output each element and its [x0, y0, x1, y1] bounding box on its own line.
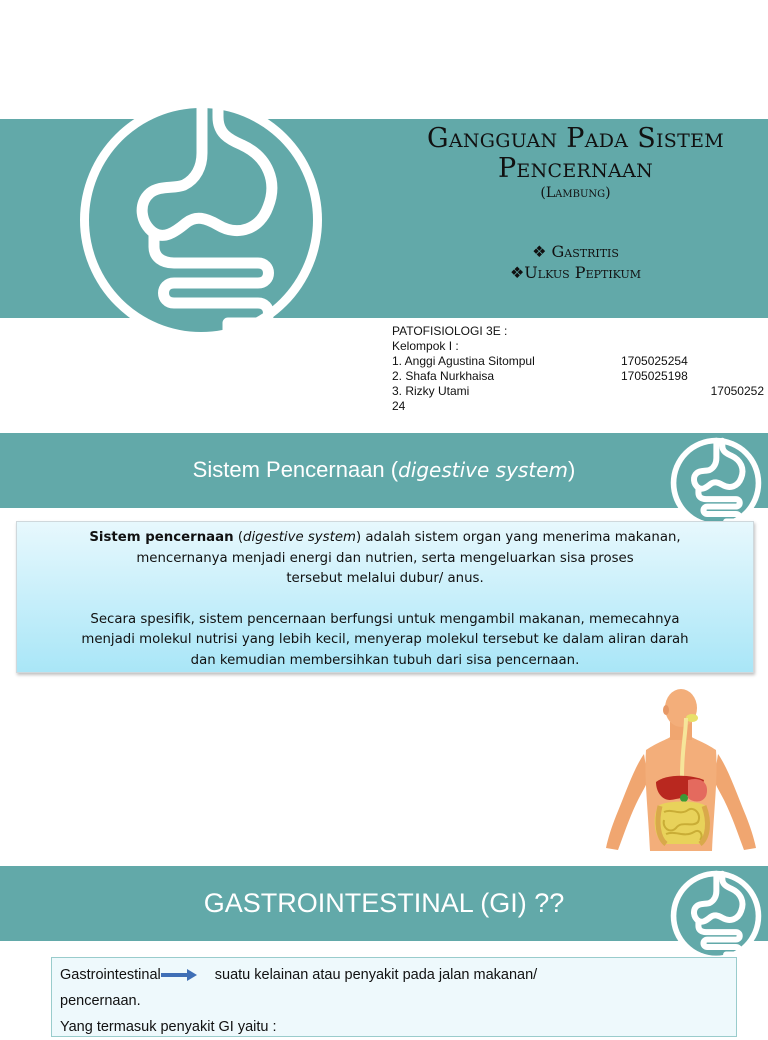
gi-term: Gastrointestinal	[60, 967, 161, 983]
stomach-logo-icon	[78, 97, 324, 343]
definition-line-2: mencernanya menjadi energi dan nutrien, serta mengeluarkan sisa proses	[136, 550, 634, 566]
member-row	[392, 354, 764, 369]
term-italic: digestive system	[243, 530, 356, 545]
definition-box	[16, 521, 754, 673]
group-label: Kelompok I :	[392, 339, 459, 353]
member-name: 2. Shafa Nurkhaisa	[392, 369, 495, 383]
bullet-gastritis: ❖ Gastritis	[532, 242, 619, 261]
stomach-logo-icon	[670, 437, 762, 529]
member-row	[392, 369, 764, 384]
title-line-1: Gangguan Pada Sistem	[426, 123, 725, 154]
member-id: 17050252	[710, 384, 764, 398]
title-subtitle: (Lambung)	[540, 185, 611, 201]
human-digestive-illustration	[606, 688, 756, 851]
definition-line-1	[17, 528, 753, 549]
heading-text: Sistem Pencernaan (	[192, 457, 399, 482]
function-line-3: dan kemudian membersihkan tubuh dari sisa pencernaan.	[190, 652, 580, 668]
arrow-right-icon	[161, 969, 197, 981]
function-line-2: menjadi molekul nutrisi yang lebih kecil, menyerap molekul tersebut ke dalam aliran darah	[81, 632, 689, 647]
section-heading: GASTROINTESTINAL (GI) ??	[203, 888, 565, 918]
group-info	[392, 324, 764, 414]
heading-text-end: )	[567, 457, 576, 482]
gi-line-1	[60, 962, 728, 988]
heading-italic: digestive system	[398, 458, 568, 482]
gi-line-2: pencernaan.	[60, 993, 141, 1009]
bullet-ulkus: ❖Ulkus Peptikum	[509, 263, 642, 282]
member-name: 3. Rizky Utami	[392, 384, 470, 398]
member-name: 1. Anggi Agustina Sitompul	[392, 354, 535, 368]
definition-rest: ) adalah sistem organ yang menerima makanan,	[355, 530, 681, 545]
course-label: PATOFISIOLOGI 3E :	[392, 324, 508, 338]
paren-open: (	[233, 530, 244, 545]
definition-line-3: tersebut melalui dubur/ anus.	[286, 571, 484, 586]
section-heading	[0, 456, 768, 484]
gi-definition: suatu kelainan atau penyakit pada jalan makanan/	[214, 967, 538, 983]
term-bold: Sistem pencernaan	[89, 530, 234, 545]
gi-definition-box	[51, 957, 737, 1037]
member-row	[392, 384, 764, 399]
member-id: 1705025198	[621, 369, 688, 383]
member-id-wrap: 24	[392, 399, 406, 413]
title-line-2: Pencernaan	[497, 153, 654, 184]
member-id: 1705025254	[621, 354, 688, 368]
gi-line-3: Yang termasuk penyakit GI yaitu :	[60, 1019, 277, 1035]
function-line-1: Secara spesifik, sistem pencernaan berfungsi untuk mengambil makanan, memecahnya	[90, 611, 680, 627]
topic-bullets	[388, 241, 763, 283]
slide-title	[388, 124, 763, 202]
stomach-logo-icon	[670, 870, 762, 962]
